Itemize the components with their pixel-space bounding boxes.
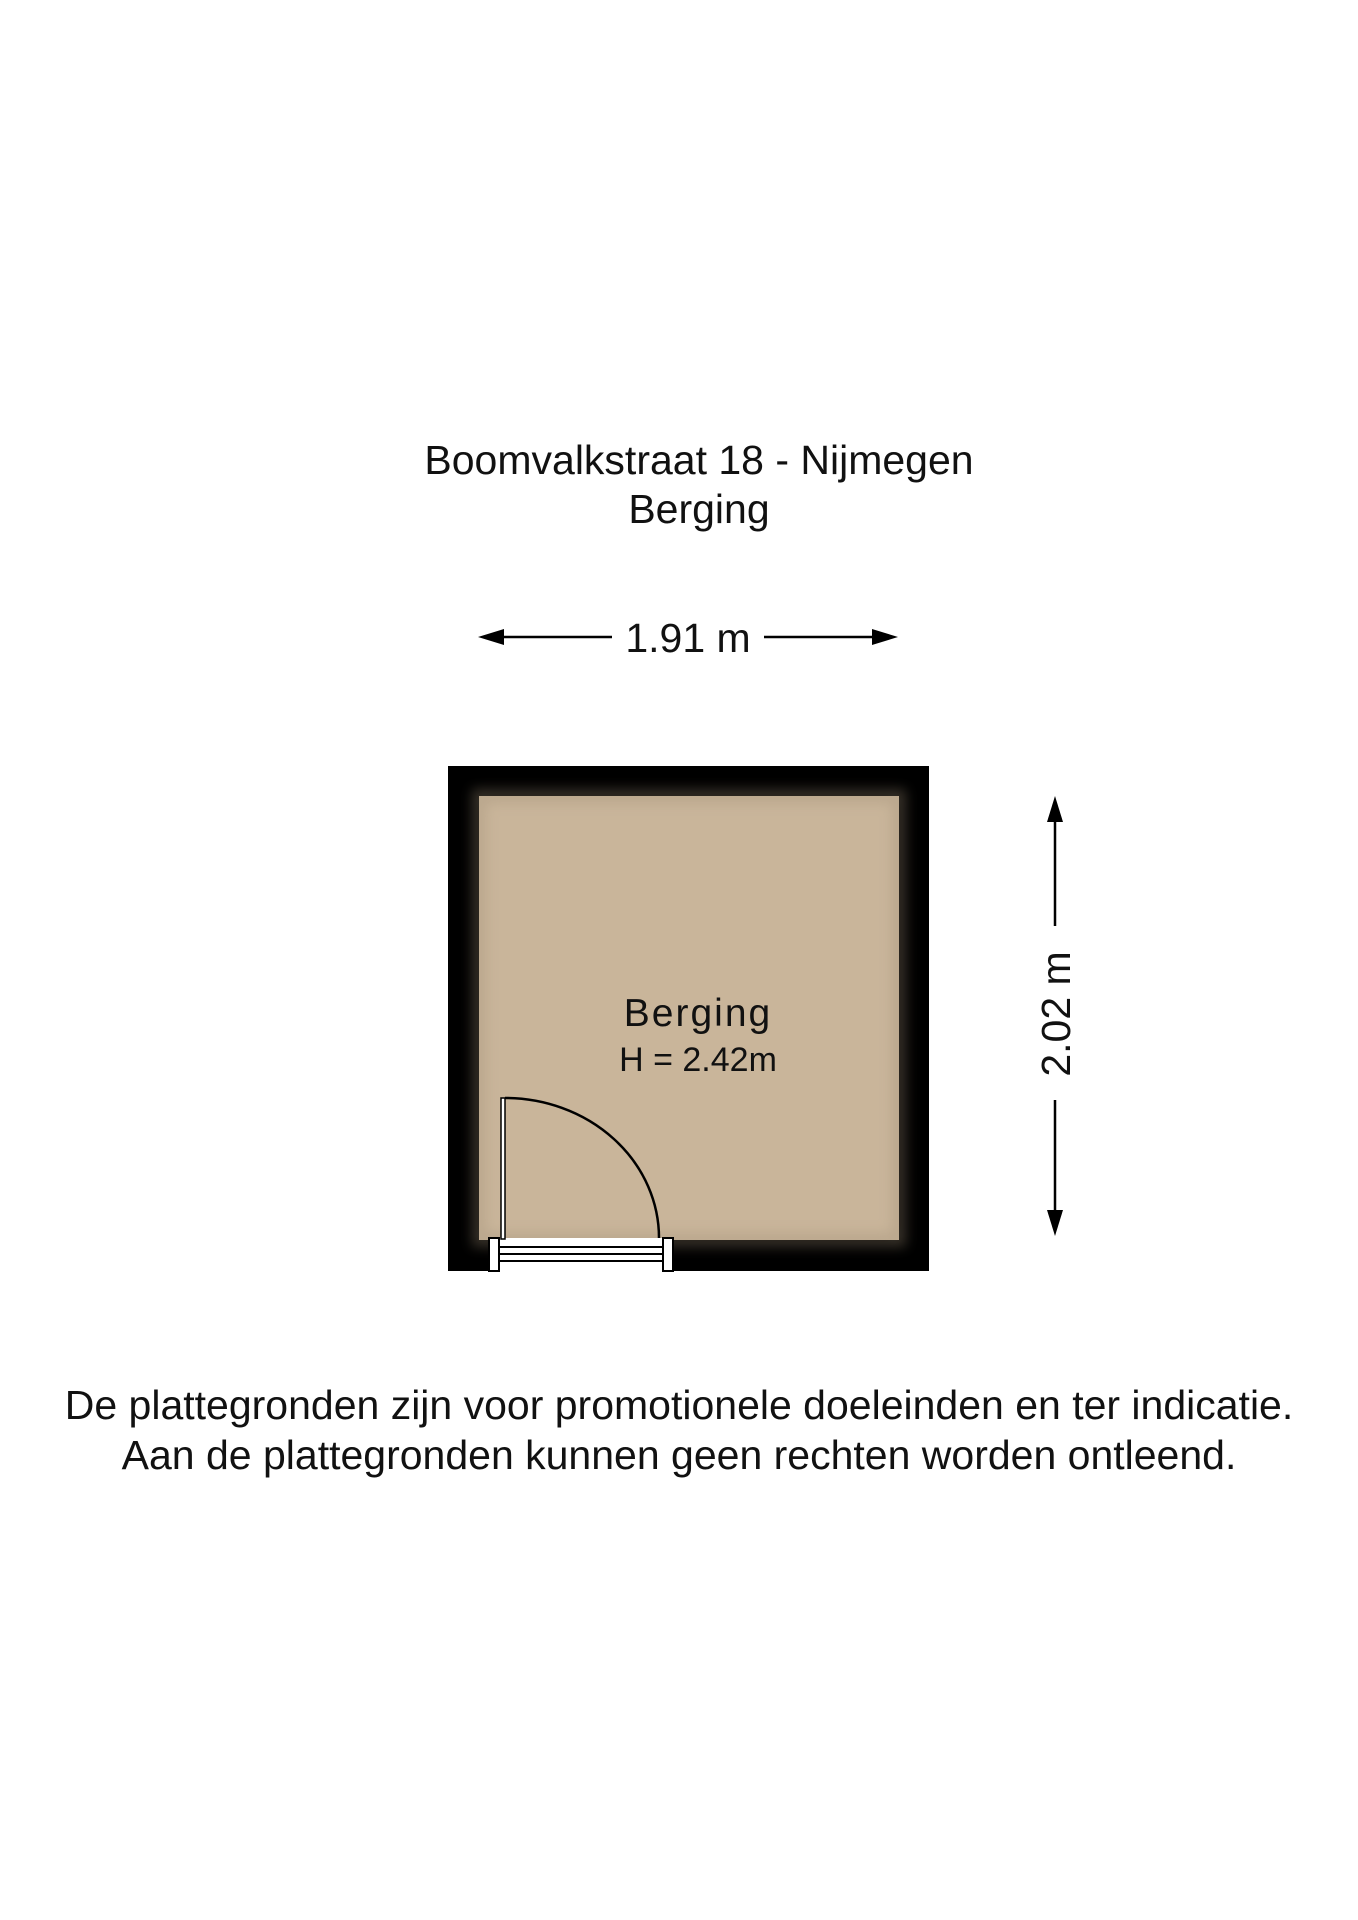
width-label: 1.91 m: [625, 615, 751, 661]
depth-label: 2.02 m: [1033, 951, 1079, 1077]
floor-name: Berging: [628, 486, 770, 532]
arrow-left-icon: [478, 629, 504, 645]
door-leaf: [501, 1098, 505, 1239]
arrow-up-icon: [1047, 796, 1063, 822]
arrow-down-icon: [1047, 1210, 1063, 1236]
arrow-right-icon: [872, 629, 898, 645]
address-title: Boomvalkstraat 18 - Nijmegen: [424, 437, 974, 483]
depth-dimension: [1033, 796, 1079, 1236]
disclaimer-line-2: Aan de plattegronden kunnen geen rechten worden ontleend.: [121, 1432, 1237, 1478]
width-dimension: [478, 615, 898, 661]
disclaimer-line-1: De plattegronden zijn voor promotionele doeleinden en ter indicatie.: [64, 1382, 1294, 1428]
room-name-label: Berging: [623, 992, 773, 1035]
disclaimer: [0, 1380, 1358, 1480]
room-height-label: H = 2.42m: [619, 1041, 777, 1079]
